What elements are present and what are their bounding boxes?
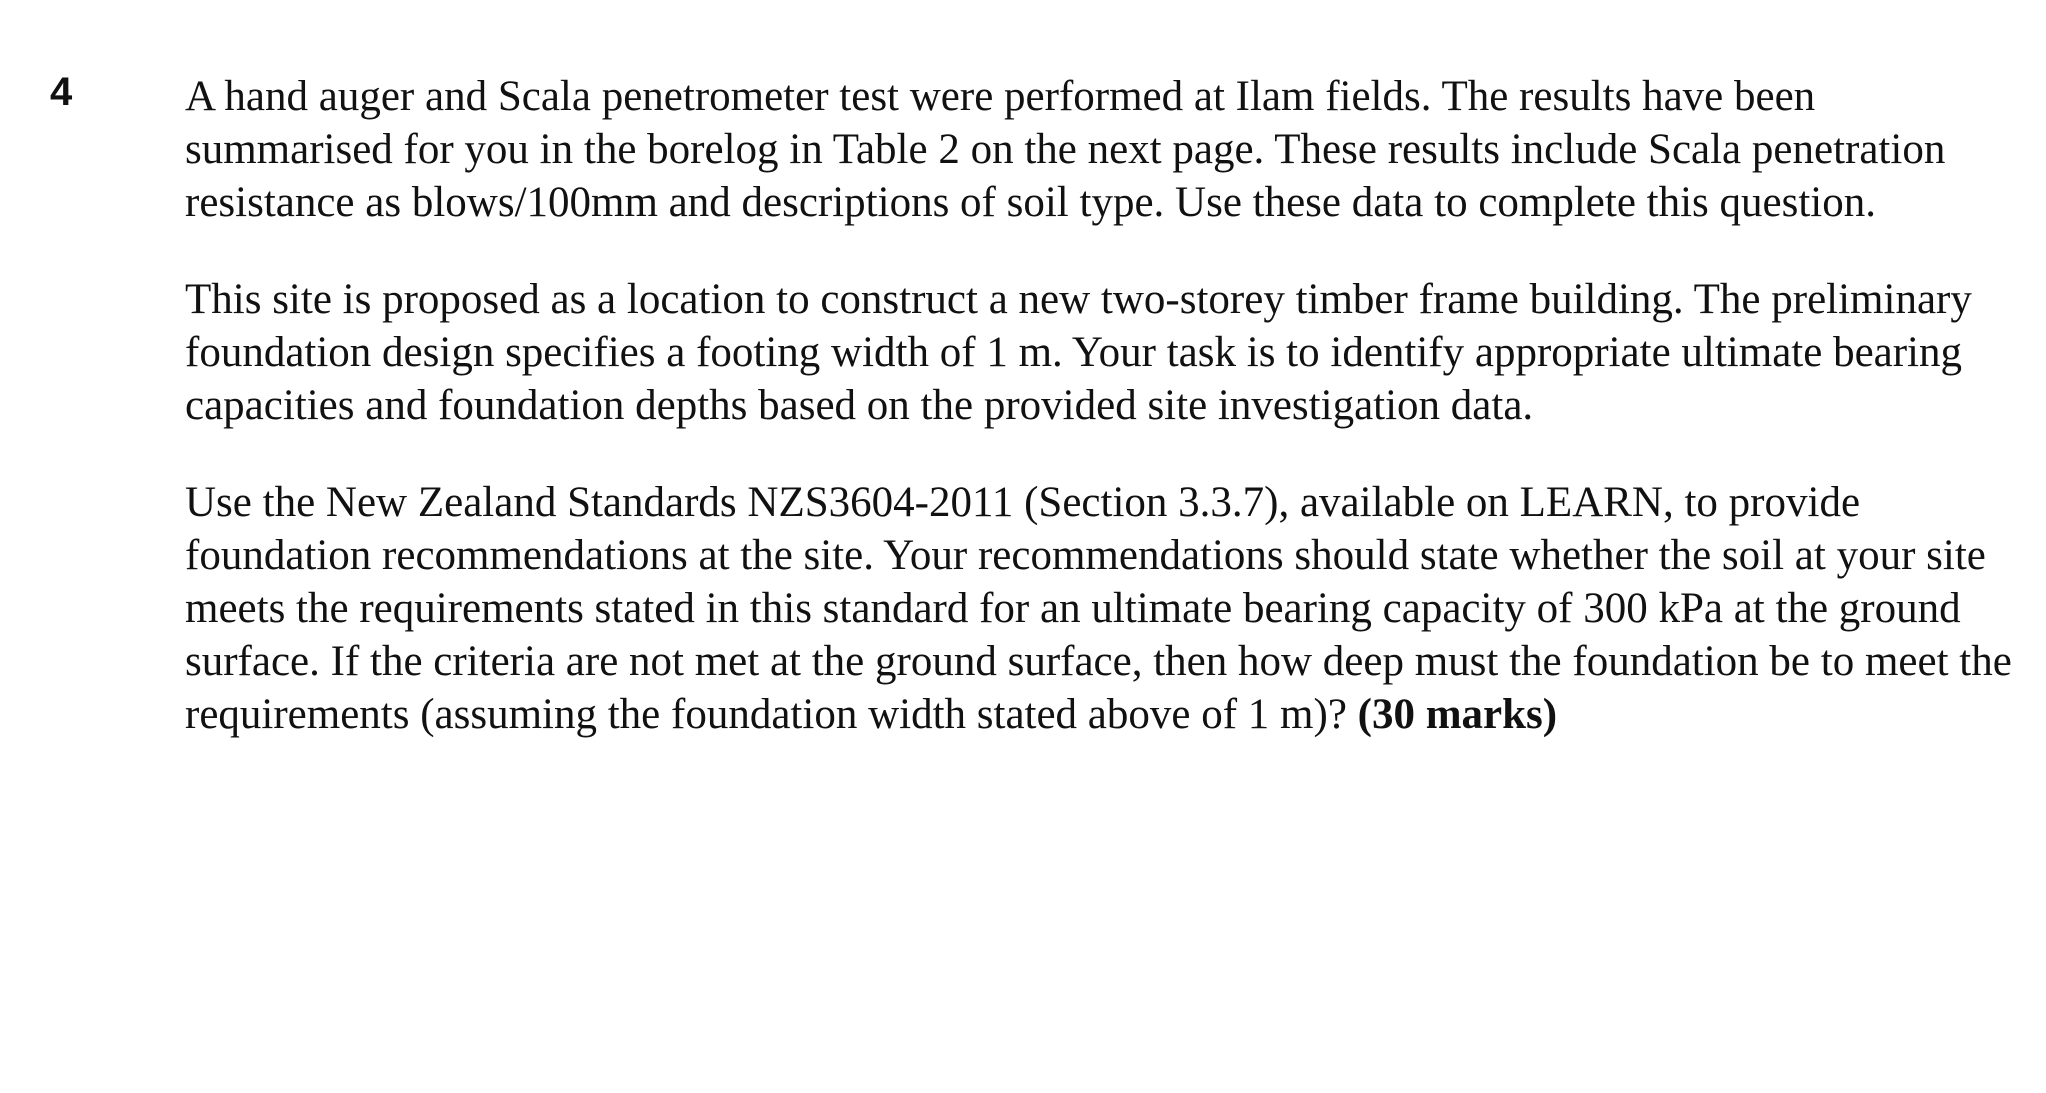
marks-label: (30 marks) xyxy=(1357,691,1558,738)
question-body xyxy=(185,70,2015,785)
question-number: 4 xyxy=(50,70,73,114)
paragraph-intro: A hand auger and Scala penetrometer test were performed at Ilam fields. The results have been summarised for you in the borelog in Table 2 on the next page. These results include Scala penetration resistance as blows/100mm and descriptions of soil type. Use these data to complete this question. xyxy=(185,73,1946,226)
paragraph-task xyxy=(185,476,2015,741)
paragraph-site-proposal: This site is proposed as a location to construct a new two-storey timber frame building. The preliminary foundation design specifies a footing width of 1 m. Your task is to identify appropriate ultimate bearing capacities and foundation depths based on the provided site investigation data. xyxy=(185,276,1972,429)
paragraph-task-text: Use the New Zealand Standards NZS3604-2011 (Section 3.3.7), available on LEARN, to provide foundation recommendations at the site. Your recommendations should state whether the soil at your site meets the requirements stated in this standard for an ultimate bearing capacity of 300 kPa at the ground surface. If the criteria are not met at the ground surface, then how deep must the foundation be to meet the requirements (assuming the foundation width stated above of 1 m)? xyxy=(185,479,2012,738)
